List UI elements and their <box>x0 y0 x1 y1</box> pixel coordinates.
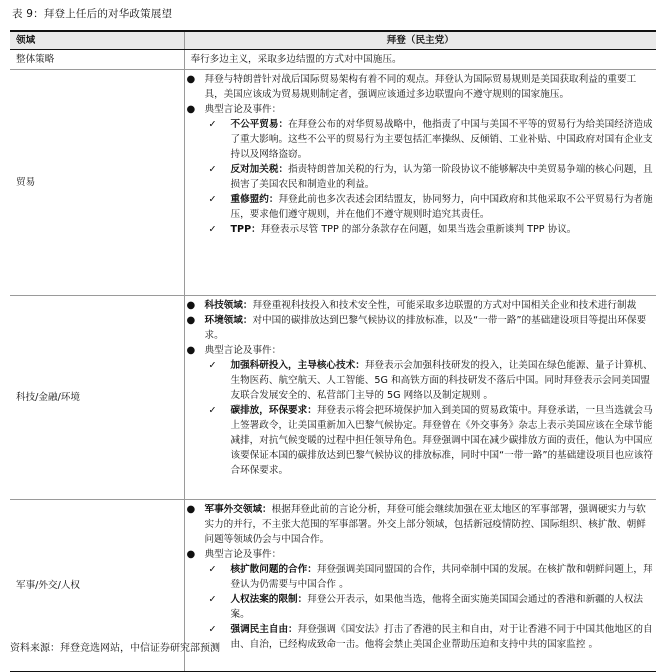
item-body: 拜登此前也多次表述会团结盟友，协同努力，向中国政府和其他采取不公平贸易行为者施压，要求他们遵守规则，并在他们不遵守规则时追究其责任。 <box>230 194 653 220</box>
bullet-icon: ● <box>186 104 196 115</box>
bullet-item <box>187 102 655 117</box>
check-item <box>209 358 655 403</box>
content-cell <box>184 296 656 500</box>
bullet-item <box>187 313 655 343</box>
item-heading: 不公平贸易： <box>230 119 289 130</box>
item-body: 拜登表示将会把环境保护加入到美国的贸易政策中。拜登承诺，一旦当选就会马上签署政令，让美国重新加入巴黎气候协定。拜登曾在《外交事务》杂志上表示美国应该在全球节能减排，对抗气候变暖的过程中担任领导角色。拜登强调中国在减少碳排放方面的责任，他认为中国应该要保证本国的碳排放达到巴黎气候协议的排放标准，同时中国“一带一路”的基础建设项目也应该符合环保要求。 <box>230 405 653 476</box>
category-cell: 军事/外交/人权 <box>10 500 184 672</box>
item-text <box>205 313 655 343</box>
content-cell <box>184 70 656 296</box>
table-header-row <box>10 31 656 50</box>
item-text <box>231 358 655 403</box>
item-text <box>205 72 655 102</box>
header-domain: 领域 <box>10 31 184 50</box>
category-cell: 贸易 <box>10 70 184 296</box>
row-tech <box>10 296 656 500</box>
item-body: 拜登强调《国安法》打击了香港的民主和自由，对于让香港不同于中国其他地区的自由、自治，已经构成致命一击。他将会禁止美国企业帮助压迫和支持中共的国家监控 。 <box>230 624 653 650</box>
item-text <box>231 403 655 478</box>
item-heading: 人权法案的限制： <box>230 594 308 605</box>
item-text <box>231 222 655 237</box>
check-item <box>209 117 655 162</box>
checkmark-icon: ✓ <box>208 594 217 605</box>
bullet-item <box>187 343 655 358</box>
item-text <box>205 547 655 562</box>
table-title: 表 9：拜登上任后的对华政策展望 <box>12 8 173 20</box>
bullet-icon: ● <box>186 74 196 85</box>
item-text <box>231 117 655 162</box>
bullet-icon: ● <box>186 300 196 311</box>
check-item <box>209 622 655 652</box>
item-text <box>231 622 655 652</box>
row-trade <box>10 70 656 296</box>
checkmark-icon: ✓ <box>208 119 217 130</box>
item-text <box>205 298 655 313</box>
item-body: 拜登重视科技投入和技术安全性，可能采取多边联盟的方式对中国相关企业和技术进行制裁 <box>252 300 637 311</box>
checkmark-icon: ✓ <box>208 360 217 371</box>
item-body: 在拜登公布的对华贸易战略中，他指责了中国与美国不平等的贸易行为给美国经济造成了重大影响。这些不公平的贸易行为主要包括汇率操纵、反倾销、工业补贴、中国政府对国有企业支持以及网络盗窃。 <box>230 119 653 160</box>
source-footnote: 资料来源：拜登竞选网站，中信证券研究部预测 <box>10 643 220 654</box>
content-cell <box>184 500 656 672</box>
checkmark-icon: ✓ <box>208 164 217 175</box>
item-body: 拜登公开表示，如果他当选，他将全面实施美国国会通过的香港和新疆的人权法案。 <box>230 594 644 620</box>
item-body: 拜登表示尽管 TPP 的部分条款存在问题，如果当选会重新谈判 TPP 协议。 <box>260 224 577 235</box>
item-body: 指责特朗普加关税的行为，认为第一阶段协议不能够解决中美贸易争端的核心问题，且损害了美国农民和制造业的利益。 <box>230 164 653 190</box>
item-body: 拜登与特朗普针对战后国际贸易架构有着不同的观点。拜登认为国际贸易规则是美国获取利益的重要工具，美国应该成为贸易规则制定者，强调应该通过多边联盟向不遵守规则的国家施压。 <box>204 74 637 100</box>
item-heading: 科技领域： <box>204 300 253 311</box>
item-heading: 反对加关税： <box>230 164 289 175</box>
item-body: 典型言论及事件： <box>204 345 282 356</box>
bullet-icon: ● <box>186 504 196 515</box>
item-heading: 重修盟约： <box>230 194 279 205</box>
item-body: 典型言论及事件： <box>204 549 282 560</box>
item-text <box>231 162 655 192</box>
item-heading: 核扩散问题的合作： <box>230 564 317 575</box>
bullet-item <box>187 502 655 547</box>
row-overall <box>10 50 656 70</box>
checkmark-icon: ✓ <box>208 194 217 205</box>
item-text <box>205 502 655 547</box>
bullet-icon: ● <box>186 549 196 560</box>
check-item <box>209 192 655 222</box>
item-heading: 加强科研投入，主导核心技术： <box>230 360 365 371</box>
item-text <box>205 102 655 117</box>
category-cell: 科技/金融/环境 <box>10 296 184 500</box>
item-body: 典型言论及事件： <box>204 104 282 115</box>
item-text <box>205 343 655 358</box>
bullet-item <box>187 298 655 313</box>
check-item <box>209 403 655 478</box>
checkmark-icon: ✓ <box>208 405 217 416</box>
item-heading: 环境领域： <box>204 315 253 326</box>
item-body: 拜登强调美国同盟国的合作，共同牵制中国的发展。在核扩散和朝鲜问题上，拜登认为仍需要与中国合作 。 <box>230 564 653 590</box>
content-cell: 奉行多边主义，采取多边结盟的方式对中国施压。 <box>184 50 656 70</box>
item-heading: 军事外交领域： <box>204 504 272 515</box>
item-body: 对中国的碳排放达到巴黎气候协议的排放标准，以及“一带一路”的基础建设项目等提出环保要求。 <box>204 315 647 341</box>
item-text <box>231 592 655 622</box>
item-body: 根据拜登此前的言论分析，拜登可能会继续加强在亚太地区的军事部署，强调硬实力与软实力的并行，不主张大范围的军事部署。外交上部分领域，包括新冠疫情防控、国际组织、核扩散、朝鲜问题等领域仍会与中国合作。 <box>204 504 646 545</box>
item-heading: 强调民主自由： <box>230 624 298 635</box>
item-body: 拜登表示会加强科技研发的投入，让美国在绿色能源、量子计算机、生物医药、航空航天、人工智能、5G 和高铁方面的科技研发不落后中国。同时拜登表示会同美国盟友联合发展安全的、私营部门主导的 5G 网络以及制定规则 。 <box>230 360 653 401</box>
policy-table <box>10 30 656 672</box>
item-text <box>231 192 655 222</box>
bullet-item <box>187 72 655 102</box>
bullet-icon: ● <box>186 315 196 326</box>
header-biden: 拜登（民主党） <box>184 31 656 50</box>
check-item <box>209 592 655 622</box>
checkmark-icon: ✓ <box>208 564 217 575</box>
check-item <box>209 162 655 192</box>
bullet-item <box>187 547 655 562</box>
item-heading: TPP： <box>230 224 261 235</box>
check-item <box>209 562 655 592</box>
item-text <box>231 562 655 592</box>
checkmark-icon: ✓ <box>208 224 217 235</box>
category-cell: 整体策略 <box>10 50 184 70</box>
item-heading: 碳排放，环保要求： <box>230 405 317 416</box>
check-item <box>209 222 655 237</box>
bullet-icon: ● <box>186 345 196 356</box>
checkmark-icon: ✓ <box>208 624 217 635</box>
